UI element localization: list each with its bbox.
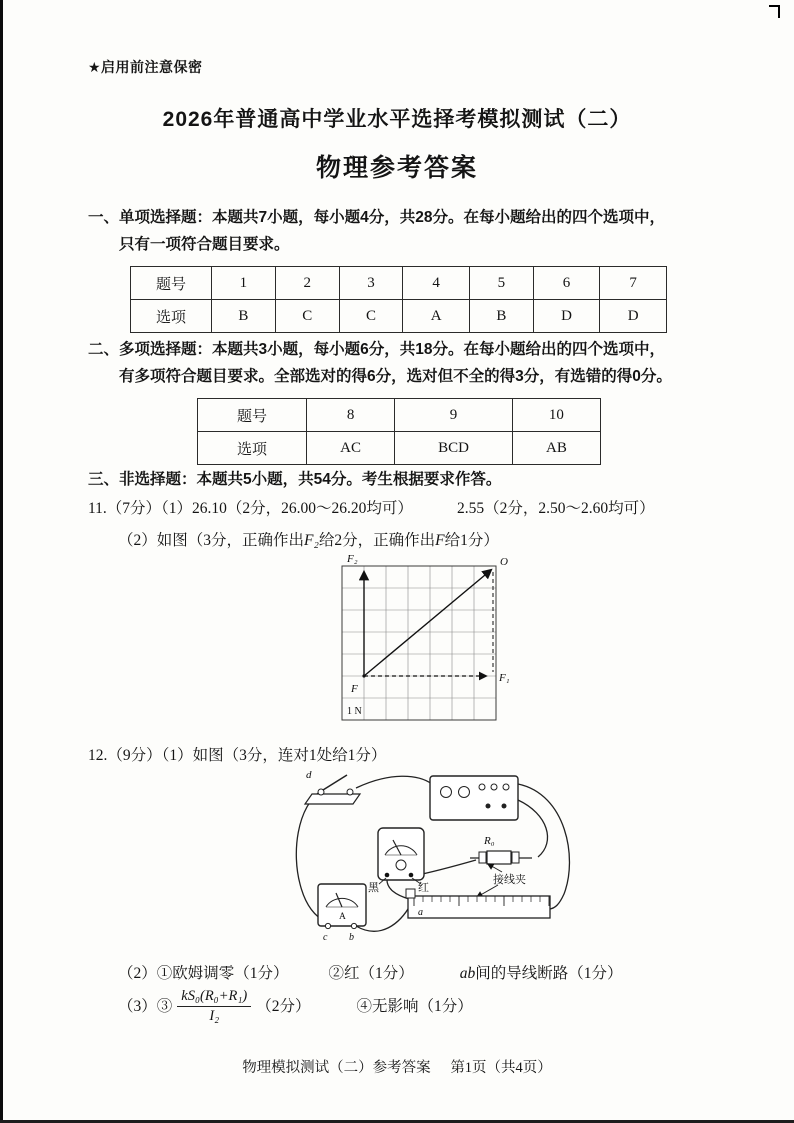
grid-vertical-lines — [342, 566, 496, 720]
q12-ans3-score: （2分） — [256, 997, 311, 1015]
q12-ans3-part2: ④无影响（1分） — [356, 997, 473, 1015]
footer-doc-name: 物理模拟测试（二）参考答案 — [242, 1060, 431, 1076]
vector-grid-figure — [322, 552, 524, 734]
r0-resistor-component — [470, 835, 532, 864]
question-number-cell: 7 — [600, 267, 667, 300]
multi-choice-answer-table — [197, 398, 601, 465]
confidential-notice: ★启用前注意保密 — [88, 59, 203, 75]
q12-answer3-line — [118, 988, 473, 1026]
table-row-numbers — [198, 399, 601, 432]
vector-label-f2: F₂ — [347, 553, 358, 565]
answer-cell: D — [600, 300, 667, 333]
answer-cell: C — [275, 300, 339, 333]
fraction-numerator: kS₀(R₀+R₁) — [177, 988, 251, 1007]
clip-annotation — [477, 864, 526, 897]
table-row-numbers — [131, 267, 667, 300]
answer-cell: A — [403, 300, 470, 333]
grid-horizontal-lines — [342, 566, 496, 720]
question-number-cell: 4 — [403, 267, 470, 300]
q11-note-text: （2）如图（3分，正确作出 — [118, 532, 305, 549]
q11-vector-diagram — [322, 552, 524, 739]
q11-note-text: 给2分，正确作出 — [318, 532, 436, 549]
answer-cell: BCD — [395, 432, 513, 465]
probe-label-red: 红 — [418, 882, 429, 894]
vector-label-o: O — [500, 556, 508, 568]
q12-line1: 12.（9分）（1）如图（3分，连对1处给1分） — [88, 747, 387, 764]
row-header-cell: 选项 — [131, 300, 212, 333]
section-3-heading: 三、非选择题：本题共5小题，共54分。考生根据要求作答。 — [88, 471, 502, 488]
scale-label: 1 N — [347, 706, 362, 717]
switch-component — [305, 769, 360, 804]
terminal-label-c: c — [323, 932, 328, 943]
row-header-cell: 题号 — [198, 399, 307, 432]
row-header-cell: 选项 — [198, 432, 307, 465]
page-footer — [0, 1056, 794, 1077]
question-number-cell: 8 — [307, 399, 395, 432]
grid-border — [342, 566, 496, 720]
question-number-cell: 5 — [469, 267, 533, 300]
q11-note-text: 给1分） — [444, 532, 499, 549]
row-header-cell: 题号 — [131, 267, 212, 300]
question-number-cell: 9 — [395, 399, 513, 432]
q12-ans3-prefix: （3）③ — [118, 997, 173, 1015]
circuit-figure — [290, 766, 580, 951]
power-box-component — [430, 776, 518, 820]
table-row-answers — [131, 300, 667, 333]
vector-label-f1: F₁ — [499, 672, 510, 684]
question-number-cell: 3 — [339, 267, 403, 300]
question-number-cell: 10 — [512, 399, 600, 432]
var-ab: ab — [459, 965, 476, 982]
section-1-heading — [88, 204, 712, 258]
single-choice-answer-table — [130, 266, 667, 333]
answer-cell: AC — [307, 432, 395, 465]
terminal-label-b: b — [349, 932, 354, 943]
switch-label-d: d — [306, 769, 312, 781]
var-f2: F₂ — [304, 532, 319, 549]
vector-f — [364, 570, 491, 676]
footer-page-number: 第1页（共4页） — [450, 1060, 552, 1076]
doc-subtitle: 物理参考答案 — [315, 154, 478, 182]
section-1-line2: 只有一项符合题目要求。 — [119, 236, 290, 253]
answer-cell: C — [339, 300, 403, 333]
q12-ans2-part1: （2）①欧姆调零（1分） — [118, 965, 289, 982]
multimeter-component — [368, 828, 429, 894]
section-1-line1: 一、单项选择题：本题共7小题，每小题4分，共28分。在每小题给出的四个选项中， — [88, 209, 665, 226]
fraction-denominator: I₂ — [209, 1008, 220, 1025]
ammeter-label: A — [339, 912, 346, 922]
answer-cell: B — [212, 300, 276, 333]
q11-part2: 2.55（2分，2.50～2.60均可） — [456, 500, 655, 517]
q11-answer-line — [88, 497, 655, 521]
table-row-answers — [198, 432, 601, 465]
q11-figure-note — [118, 529, 499, 553]
var-f: F — [435, 532, 445, 549]
q12-ans2-part3 — [460, 962, 623, 986]
section-2-line2: 有多项符合题目要求。全部选对的得6分，选对但不全的得3分，有选错的得0分。 — [119, 368, 672, 385]
r0-label: R₀ — [484, 835, 495, 847]
question-number-cell: 2 — [275, 267, 339, 300]
answer-cell: D — [533, 300, 600, 333]
q11-part1: 11.（7分）（1）26.10（2分，26.00～26.20均可） — [88, 500, 413, 517]
answer-cell: AB — [512, 432, 600, 465]
question-number-cell: 6 — [533, 267, 600, 300]
q12-answer2-line — [118, 962, 623, 986]
q12-ans2-part2: ②红（1分） — [328, 965, 414, 982]
vector-label-f: F — [351, 683, 358, 695]
ammeter-component — [318, 884, 366, 943]
formula-fraction — [177, 988, 251, 1026]
section-2-heading — [88, 336, 712, 390]
clip-label: 接线夹 — [493, 874, 526, 886]
q12-circuit-diagram — [290, 766, 580, 956]
section-2-line1: 二、多项选择题：本题共3小题，每小题6分，共18分。在每小题给出的四个选项中， — [88, 341, 665, 358]
page-title: 2026年普通高中学业水平选择考模拟测试（二） — [162, 108, 632, 131]
probe-label-black: 黑 — [368, 882, 379, 894]
q12-ans2-part3-text: 间的导线断路（1分） — [475, 965, 623, 982]
vector-origin-point — [362, 674, 365, 677]
question-number-cell: 1 — [212, 267, 276, 300]
answer-cell: B — [469, 300, 533, 333]
terminal-label-a: a — [418, 907, 423, 918]
scan-corner-mark — [769, 5, 780, 18]
